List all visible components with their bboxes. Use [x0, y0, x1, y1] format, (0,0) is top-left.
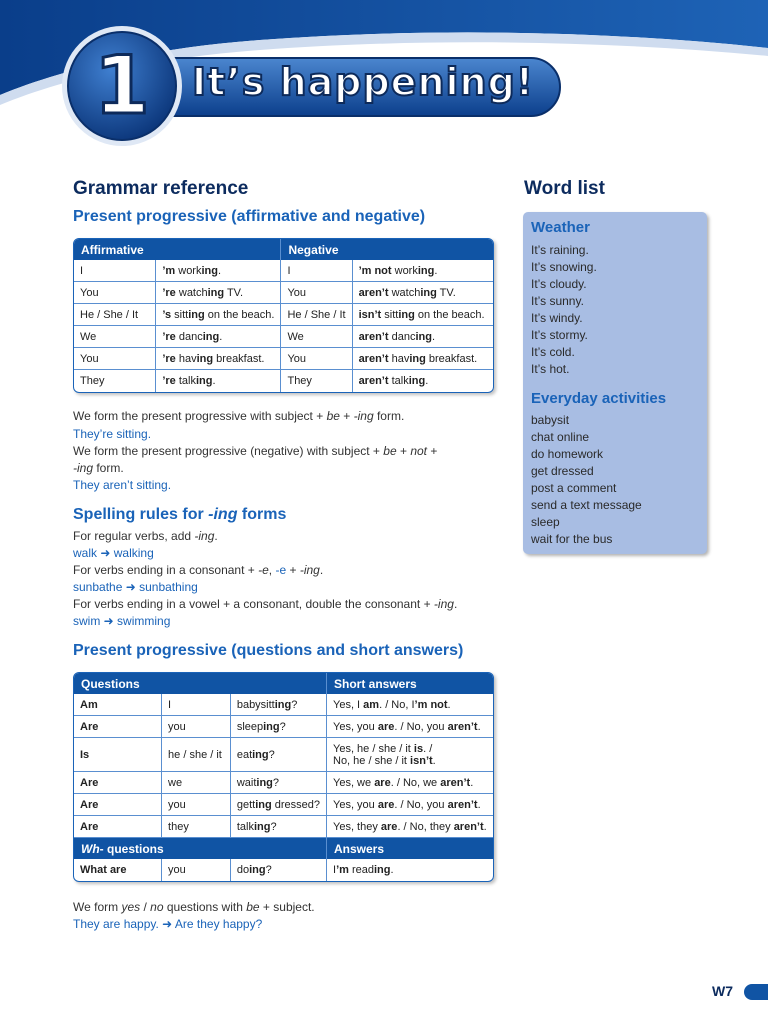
table-cell: Are [74, 772, 162, 794]
list-item: It’s sunny. [531, 294, 584, 308]
spelling-rule-3: For verbs ending in a vowel + a consonant, double the consonant + -ing. [73, 597, 458, 611]
example-questions: They are happy. ➜ Are they happy? [73, 917, 263, 931]
table-cell: you [162, 716, 231, 738]
table-row [74, 326, 493, 348]
table-cell: Yes, you are. / No, you aren’t. [327, 794, 493, 816]
table-cell: aren’t watching TV. [353, 282, 493, 304]
table-cell: ’re watching TV. [156, 282, 281, 304]
table-cell: Yes, you are. / No, you aren’t. [327, 716, 493, 738]
page-number: W7 [712, 983, 733, 999]
table-cell: Are [74, 716, 162, 738]
table-cell: He / She / It [281, 304, 352, 326]
table-cell: Am [74, 694, 162, 716]
table-cell: ’s sitting on the beach. [156, 304, 281, 326]
table-cell: I [74, 260, 156, 282]
table-cell: you [162, 794, 231, 816]
spelling-rules-subheading: Spelling rules for -ing forms [73, 506, 287, 523]
spelling-example-3: swim ➜ swimming [73, 614, 171, 628]
table-row [74, 859, 493, 881]
table-cell: Yes, they are. / No, they aren’t. [327, 816, 493, 838]
table-cell: I’m reading. [333, 864, 394, 876]
list-item: It’s raining. [531, 243, 589, 257]
table-row [74, 304, 493, 326]
table-cell: I [162, 694, 231, 716]
table-row [74, 738, 493, 772]
list-item: get dressed [531, 464, 594, 478]
affirmative-negative-table [73, 238, 494, 393]
list-item: It’s stormy. [531, 328, 588, 342]
unit-title: It’s happening! [192, 60, 535, 104]
table-cell: Yes, he / she / it is. / No, he / she / it isn’t. [327, 738, 493, 772]
spelling-example-1: walk ➜ walking [73, 546, 154, 560]
list-item: sleep [531, 515, 560, 529]
table-cell: Yes, we are. / No, we aren’t. [327, 772, 493, 794]
list-item: It’s snowing. [531, 260, 597, 274]
table-cell: ’re talking. [156, 370, 281, 392]
table-cell: What are [74, 859, 162, 881]
table-cell: ’m working. [156, 260, 281, 282]
table-cell: ’re dancing. [156, 326, 281, 348]
list-item: post a comment [531, 481, 617, 495]
example-affirmative: They’re sitting. [73, 427, 152, 441]
table-cell: aren’t dancing. [353, 326, 493, 348]
spelling-rule-2: For verbs ending in a consonant + -e, -e + -ing. [73, 563, 324, 577]
questions-table [73, 672, 494, 882]
table-row [74, 370, 493, 392]
list-item: It’s cold. [531, 345, 575, 359]
spelling-example-2: sunbathe ➜ sunbathing [73, 580, 198, 594]
affirmative-negative-subheading: Present progressive (affirmative and negative) [73, 208, 426, 225]
table-row [74, 260, 493, 282]
form-rule-affirmative: We form the present progressive with subject + be + -ing form. [73, 409, 405, 423]
table-cell: They [74, 370, 156, 392]
questions-header: Questions [74, 673, 327, 694]
table-cell: getting dressed? [231, 794, 327, 816]
table-cell: aren’t talking. [358, 375, 429, 387]
table-row [74, 282, 493, 304]
table-cell: you [162, 859, 231, 881]
table-cell: You [281, 282, 352, 304]
negative-header: Negative [281, 239, 493, 260]
table-cell: Are [74, 794, 162, 816]
table-cell: We [281, 326, 352, 348]
example-negative: They aren’t sitting. [73, 478, 172, 492]
table-cell: Yes, I am. / No, I’m not. [327, 694, 493, 716]
table-cell: You [74, 348, 156, 370]
table-cell: sleeping? [231, 716, 327, 738]
list-item: chat online [531, 430, 590, 444]
table-cell: eating? [231, 738, 327, 772]
table-row [74, 348, 493, 370]
table-cell: they [162, 816, 231, 838]
table-cell: waiting? [231, 772, 327, 794]
wh-questions-header: Wh- questions [74, 838, 327, 859]
list-item: do homework [531, 447, 604, 461]
table-row [74, 772, 493, 794]
table-row [74, 716, 493, 738]
list-item: babysit [531, 413, 570, 427]
wh-questions-header-row [74, 838, 493, 859]
unit-number: 1 [94, 39, 150, 132]
table-cell: We [74, 326, 156, 348]
table-cell: babysitting? [231, 694, 327, 716]
everyday-activities-heading: Everyday activities [531, 390, 667, 407]
table-cell: doing? [231, 859, 327, 881]
table-cell: They [281, 370, 352, 392]
table-cell: isn’t sitting on the beach. [353, 304, 493, 326]
table-cell: Are [74, 816, 162, 838]
grammar-reference-heading: Grammar reference [73, 178, 249, 199]
affirmative-header: Affirmative [74, 239, 281, 260]
spelling-rule-1: For regular verbs, add -ing. [73, 529, 218, 543]
questions-short-answers-subheading: Present progressive (questions and short answers) [73, 642, 464, 659]
table-row [74, 694, 493, 716]
list-item: It’s windy. [531, 311, 583, 325]
table-cell: he / she / it [162, 738, 231, 772]
form-rule-negative-cont: -ing form. [73, 461, 124, 475]
page-tab [744, 984, 768, 1000]
form-rule-negative: We form the present progressive (negative) with subject + be + not + [73, 444, 438, 458]
table-cell: Is [74, 738, 162, 772]
list-item: It’s cloudy. [531, 277, 587, 291]
answers-header: Answers [327, 838, 493, 859]
form-rule-questions: We form yes / no questions with be + subject. [73, 900, 315, 914]
table-cell: You [74, 282, 156, 304]
weather-heading: Weather [531, 219, 590, 236]
list-item: wait for the bus [531, 532, 613, 546]
table-row [74, 816, 493, 838]
list-item: send a text message [531, 498, 642, 512]
table-cell: talking? [231, 816, 327, 838]
table-cell: ’re having breakfast. [156, 348, 281, 370]
table-cell: we [162, 772, 231, 794]
table-row [74, 794, 493, 816]
table-cell: I [281, 260, 352, 282]
short-answers-header: Short answers [327, 673, 493, 694]
table-cell: You [281, 348, 352, 370]
table-cell: He / She / It [74, 304, 156, 326]
word-list-heading: Word list [524, 178, 605, 199]
list-item: It’s hot. [531, 362, 570, 376]
table-cell: ’m not working. [353, 260, 493, 282]
table-cell: aren’t having breakfast. [353, 348, 493, 370]
